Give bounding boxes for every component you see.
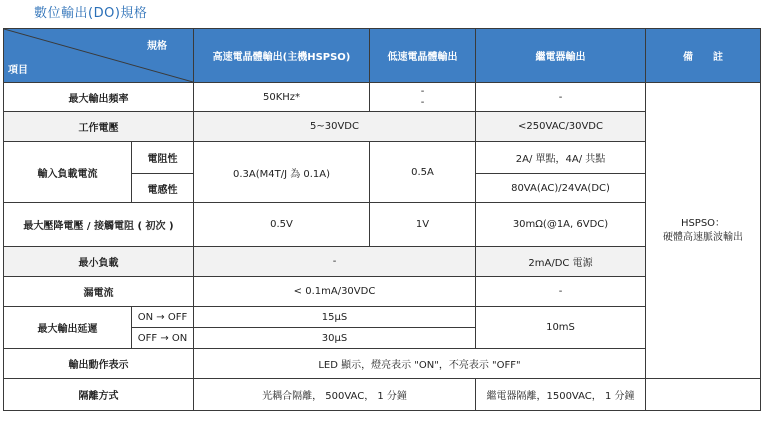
cell-freq-relay: - [476,83,646,112]
cell-load-relay-resistive: 2A/ 單點，4A/ 共點 [476,142,646,174]
cell-voltage-trans: 5~30VDC [194,112,476,142]
cell-drop-relay: 30mΩ(@1A, 6VDC) [476,203,646,247]
remark-line-2: 硬體高速脈波輸出 [663,231,743,243]
row-sublabel-inductive: 電感性 [132,174,194,203]
table-header-row [4,29,761,83]
row-label-leak: 漏電流 [4,277,194,307]
row-sublabel-resistive: 電阻性 [132,142,194,174]
remark-line-1: HSPSO： [680,217,726,229]
cell-minload-relay: 2mA/DC 電源 [476,247,646,277]
cell-drop-hs: 0.5V [194,203,370,247]
header-corner-cell [4,29,194,83]
cell-leak-relay: - [476,277,646,307]
remark-cell [646,83,761,379]
table-row [4,379,761,411]
cell-isolation-remark [646,379,761,411]
cell-delay-trans-on-off: 15μS [194,307,476,328]
header-item-label: 項目 [8,65,28,76]
header-remark: 備 註 [646,29,761,83]
row-label-delay: 最大輸出延遲 [4,307,132,349]
header-relay: 繼電器輸出 [476,29,646,83]
cell-freq-tr [370,83,476,112]
cell-delay-relay: 10mS [476,307,646,349]
cell-leak-trans: < 0.1mA/30VDC [194,277,476,307]
table-row [4,83,761,112]
do-spec-table [3,28,761,411]
cell-minload-trans: - [194,247,476,277]
row-label-drop: 最大壓降電壓 / 接觸電阻 ( 初次 ) [4,203,194,247]
cell-freq-tr-b: - [420,97,425,108]
row-label-indicator: 輸出動作表示 [4,349,194,379]
cell-freq-hs: 50KHz* [194,83,370,112]
cell-voltage-relay: <250VAC/30VDC [476,112,646,142]
header-hs-transistor: 高速電晶體輸出(主機HSPSO) [194,29,370,83]
cell-load-tr: 0.5A [370,142,476,203]
row-label-minload: 最小負載 [4,247,194,277]
row-label-isolation: 隔離方式 [4,379,194,411]
header-transistor: 低速電晶體輸出 [370,29,476,83]
cell-freq-tr-a: - [420,86,425,97]
cell-isolation-relay: 繼電器隔離，1500VAC， 1 分鐘 [476,379,646,411]
cell-load-relay-inductive: 80VA(AC)/24VA(DC) [476,174,646,203]
cell-isolation-trans: 光耦合隔離， 500VAC， 1 分鐘 [194,379,476,411]
cell-delay-trans-off-on: 30μS [194,328,476,349]
cell-indicator: LED 顯示，燈亮表示 "ON"，不亮表示 "OFF" [194,349,646,379]
row-sublabel-off-on: OFF → ON [132,328,194,349]
row-label-voltage: 工作電壓 [4,112,194,142]
cell-load-hs: 0.3A(M4T/J 為 0.1A) [194,142,370,203]
row-sublabel-on-off: ON → OFF [132,307,194,328]
row-label-freq: 最大輸出頻率 [4,83,194,112]
cell-drop-tr: 1V [370,203,476,247]
page-title: 數位輸出(DO)規格 [34,6,148,21]
header-spec-label: 規格 [147,41,167,52]
row-label-load: 輸入負載電流 [4,142,132,203]
